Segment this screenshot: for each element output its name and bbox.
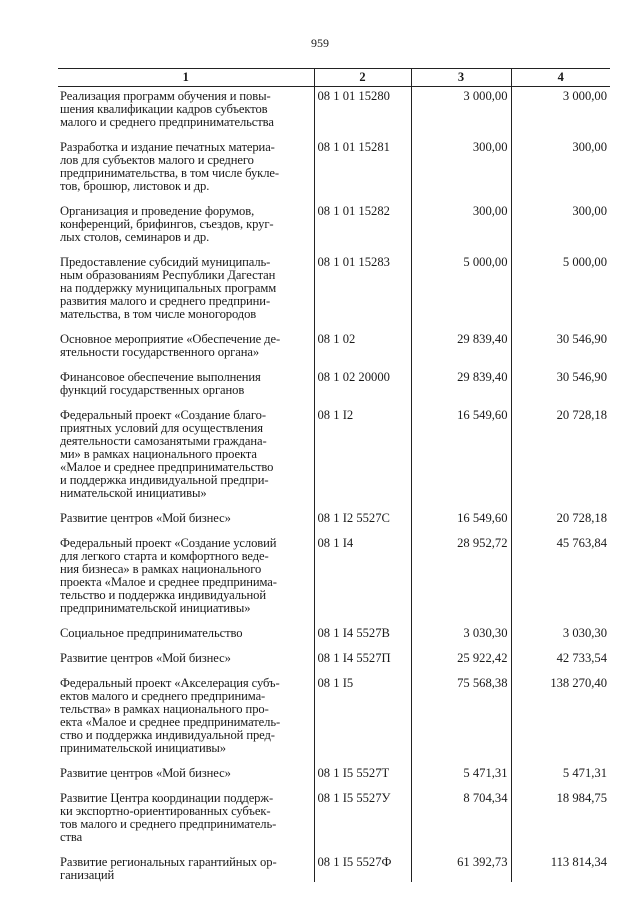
column-header-3: 3 [411, 69, 511, 87]
table-row [58, 87, 610, 142]
row-code-cell: 08 1 01 15282 [314, 205, 411, 256]
table-row [58, 141, 610, 205]
row-name-cell: Развитие региональных гарантийных ор- ганизаций [60, 855, 277, 882]
table-row [58, 627, 610, 652]
row-code-cell: 08 1 I5 5527У [314, 792, 411, 856]
row-code-cell: 08 1 01 15281 [314, 141, 411, 205]
row-value-col4-cell: 138 270,40 [511, 677, 610, 767]
row-name-cell: Федеральный проект «Создание условий для легкого старта и комфортного веде- ния бизнеса» в рамках национального проекта «Малое и среднее предпринима- тельство и поддержка индивидуальной предпринимательской инициативы» [60, 536, 277, 615]
page-number: 959 [311, 36, 329, 50]
table-row [58, 409, 610, 512]
row-value-col3-cell: 29 839,40 [411, 371, 511, 409]
row-value-col3-cell: 5 471,31 [411, 767, 511, 792]
table-row [58, 537, 610, 627]
row-name-cell: Развитие центров «Мой бизнес» [60, 511, 231, 525]
table-row [58, 512, 610, 537]
row-value-col3-cell: 8 704,34 [411, 792, 511, 856]
row-value-col4-cell: 20 728,18 [511, 409, 610, 512]
table-row [58, 205, 610, 256]
column-header-2: 2 [314, 69, 411, 87]
row-value-col4-cell: 3 000,00 [511, 87, 610, 142]
row-code-cell: 08 1 I5 5527Ф [314, 856, 411, 882]
row-code-cell: 08 1 I2 5527С [314, 512, 411, 537]
row-code-cell: 08 1 I4 5527П [314, 652, 411, 677]
row-value-col3-cell: 3 000,00 [411, 87, 511, 142]
row-value-col4-cell: 30 546,90 [511, 371, 610, 409]
row-name-cell: Финансовое обеспечение выполнения функций государственных органов [60, 370, 261, 397]
table-row [58, 333, 610, 371]
row-value-col3-cell: 75 568,38 [411, 677, 511, 767]
row-code-cell: 08 1 I2 [314, 409, 411, 512]
row-value-col3-cell: 25 922,42 [411, 652, 511, 677]
row-name-cell: Основное мероприятие «Обеспечение де- ятельности государственного органа» [60, 332, 281, 359]
row-value-col4-cell: 300,00 [511, 205, 610, 256]
table-row [58, 856, 610, 882]
row-value-col3-cell: 16 549,60 [411, 512, 511, 537]
column-header-4: 4 [511, 69, 610, 87]
table-row [58, 256, 610, 333]
row-value-col4-cell: 45 763,84 [511, 537, 610, 627]
row-code-cell: 08 1 02 [314, 333, 411, 371]
row-code-cell: 08 1 01 15283 [314, 256, 411, 333]
row-name-cell: Предоставление субсидий муниципаль- ным образованиям Республики Дагестан на поддержку муниципальных программ развития малого и среднего предприни- мательства, в том числе моногородов [60, 255, 277, 321]
row-name-cell: Развитие центров «Мой бизнес» [60, 651, 231, 665]
row-code-cell: 08 1 I4 [314, 537, 411, 627]
table-row [58, 652, 610, 677]
row-name-cell: Развитие Центра координации поддерж- ки экспортно-ориентированных субъек- тов малого и среднего предприниматель- ства [60, 791, 277, 844]
row-value-col3-cell: 3 030,30 [411, 627, 511, 652]
row-name-cell: Федеральный проект «Создание благо- приятных условий для осуществления деятельности самозанятыми граждана- ми» в рамках национального проекта «Малое и среднее предпринимательство и поддержка индивидуальной предпри- нимательской инициативы» [60, 408, 274, 500]
row-name-cell: Разработка и издание печатных материа- лов для субъектов малого и среднего предпринимательства, в том числе букле- тов, брошюр, листовок и др. [60, 140, 279, 193]
table-row [58, 677, 610, 767]
row-value-col4-cell: 42 733,54 [511, 652, 610, 677]
row-code-cell: 08 1 I5 5527Т [314, 767, 411, 792]
column-header-1: 1 [58, 69, 314, 87]
row-value-col3-cell: 300,00 [411, 205, 511, 256]
table-row [58, 767, 610, 792]
row-name-cell: Организация и проведение форумов, конференций, брифингов, съездов, круг- лых столов, семинаров и др. [60, 204, 274, 244]
row-name-cell: Реализация программ обучения и повы- шения квалификации кадров субъектов малого и среднего предпринимательства [60, 89, 274, 129]
row-value-col3-cell: 16 549,60 [411, 409, 511, 512]
row-name-cell: Социальное предпринимательство [60, 626, 243, 640]
table-row [58, 371, 610, 409]
row-code-cell: 08 1 I4 5527В [314, 627, 411, 652]
table-body [58, 87, 610, 883]
row-value-col3-cell: 300,00 [411, 141, 511, 205]
row-value-col3-cell: 5 000,00 [411, 256, 511, 333]
budget-table [58, 68, 610, 882]
row-value-col3-cell: 29 839,40 [411, 333, 511, 371]
row-code-cell: 08 1 01 15280 [314, 87, 411, 142]
row-value-col4-cell: 5 471,31 [511, 767, 610, 792]
table-header-row [58, 69, 610, 87]
row-value-col4-cell: 20 728,18 [511, 512, 610, 537]
table-row [58, 792, 610, 856]
row-value-col4-cell: 30 546,90 [511, 333, 610, 371]
row-value-col4-cell: 113 814,34 [511, 856, 610, 882]
row-name-cell: Развитие центров «Мой бизнес» [60, 766, 231, 780]
row-name-cell: Федеральный проект «Акселерация субъ- ектов малого и среднего предпринима- тельства» в рамках национального про- екта «Малое и среднее предприниматель- ство и поддержка индивидуальной пред- принимательской инициативы» [60, 676, 281, 755]
row-value-col3-cell: 61 392,73 [411, 856, 511, 882]
row-value-col4-cell: 300,00 [511, 141, 610, 205]
row-code-cell: 08 1 02 20000 [314, 371, 411, 409]
row-value-col4-cell: 18 984,75 [511, 792, 610, 856]
row-value-col3-cell: 28 952,72 [411, 537, 511, 627]
row-value-col4-cell: 3 030,30 [511, 627, 610, 652]
row-code-cell: 08 1 I5 [314, 677, 411, 767]
row-value-col4-cell: 5 000,00 [511, 256, 610, 333]
